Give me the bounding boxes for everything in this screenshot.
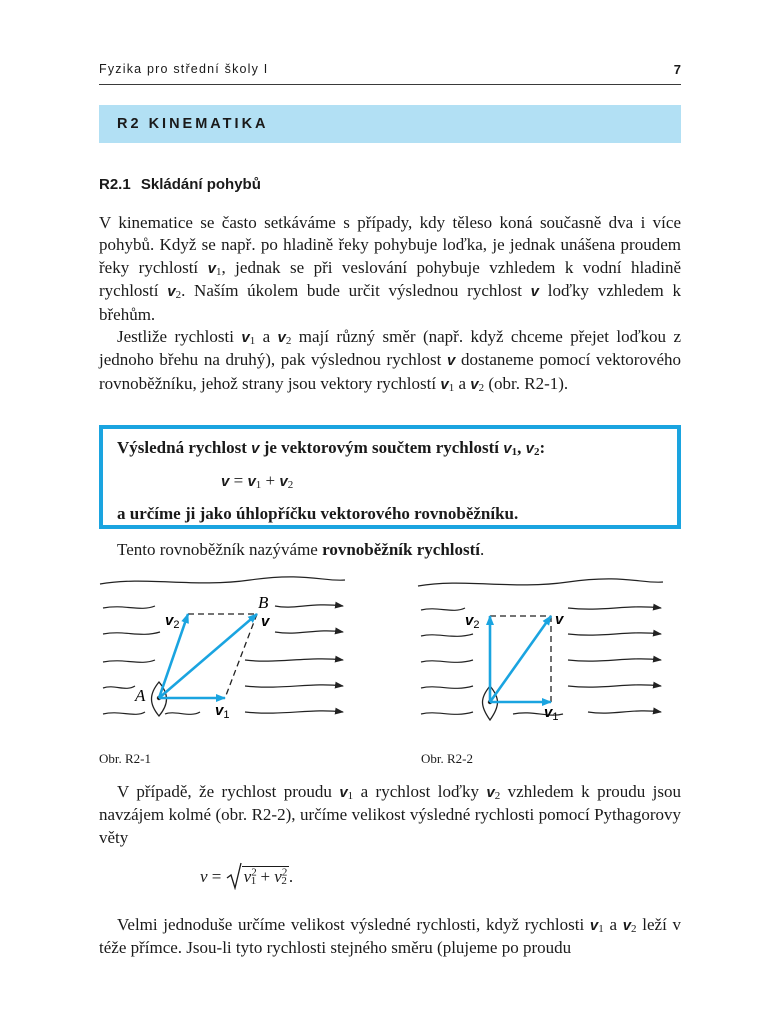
chapter-title: R2 KINEMATIKA	[117, 116, 269, 132]
water-waves	[418, 579, 663, 715]
paragraph-2: Jestliže rychlosti $v_1$ a $v_2$ mají různý směr (např. když chceme přejet loďkou z jednoho břehu na druhý), pak výslednou rychlost v dostaneme pomocí vektorového rovnoběžníku, jehož strany jsou vektory rychlostí $v_1$ a $v_2$ (obr. R2-1).	[99, 327, 682, 394]
label-b: B	[258, 593, 269, 612]
body-text-bottom	[99, 914, 681, 960]
page-number: 7	[673, 62, 681, 77]
label-v: v	[261, 613, 270, 630]
figure-r2-1	[95, 574, 360, 744]
definition-box	[99, 425, 681, 529]
section-number: R2.1	[99, 176, 131, 193]
label-v1: $v_1$	[544, 704, 559, 723]
chapter-title-bar	[99, 105, 681, 143]
definition-line-1: Výsledná rychlost v je vektorovým součtem rychlostí $v_1$, $v_2$:	[117, 438, 546, 458]
paragraph-4: V případě, že rychlost proudu $v_1$ a rychlost loďky $v_2$ vzhledem k proudu jsou navzájem kolmé (obr. R2-2), určíme velikost výsledné rychlosti pomocí Pythagorovy věty	[99, 782, 681, 847]
pythagoras-formula: $v = v^2_1 + v^2_2$ .	[200, 862, 293, 890]
label-v1: $v_1$	[215, 702, 230, 721]
body-text-lower	[99, 781, 681, 849]
figure-caption-1: Obr. R2-1	[99, 751, 151, 766]
label-v2: $v_2$	[465, 612, 480, 631]
paragraph-1: V kinematice se často setkáváme s případy, kdy těleso koná současně dva i více pohybů. Když se např. po hladině řeky pohybuje loďka, je jednak unášena proudem řeky rychlostí $v_1$, jednak se při veslování pohybuje vzhledem k vodní hladině rychlostí $v_2$. Naším úkolem bude určit výslednou rychlost v loďky vzhledem k břehům.	[99, 213, 682, 324]
vector-sum-equation: $v = v_1 + v_2$	[221, 471, 294, 491]
header-rule	[99, 84, 681, 85]
vector-v-arrow	[490, 616, 551, 702]
body-text-top	[99, 212, 681, 396]
label-v2: $v_2$	[165, 612, 180, 631]
book-title: Fyzika pro střední školy I	[99, 62, 269, 76]
label-a: A	[135, 686, 146, 705]
sqrt-sign-icon	[226, 862, 242, 890]
parallelogram-dashed	[188, 614, 257, 698]
definition-line-3: a určíme ji jako úhlopříčku vektorového rovnoběžníku.	[117, 504, 519, 523]
label-v: v	[555, 611, 564, 628]
sqrt-radicand: $v^2_1 + v^2_2$	[243, 866, 288, 887]
section-title: Skládání pohybů	[140, 176, 261, 193]
running-header	[99, 62, 681, 80]
paragraph-3: Tento rovnoběžník nazýváme rovnoběžník rychlostí.	[117, 540, 485, 559]
body-text-mid	[99, 539, 681, 561]
paragraph-5: Velmi jednoduše určíme velikost výsledné rychlosti, když rychlosti $v_1$ a $v_2$ leží v téže přímce. Jsou-li tyto rychlosti stejného směru (plujeme po proudu	[99, 915, 681, 958]
figure-caption-2: Obr. R2-2	[421, 751, 473, 766]
figure-r2-2	[413, 574, 678, 744]
section-heading	[99, 176, 261, 193]
